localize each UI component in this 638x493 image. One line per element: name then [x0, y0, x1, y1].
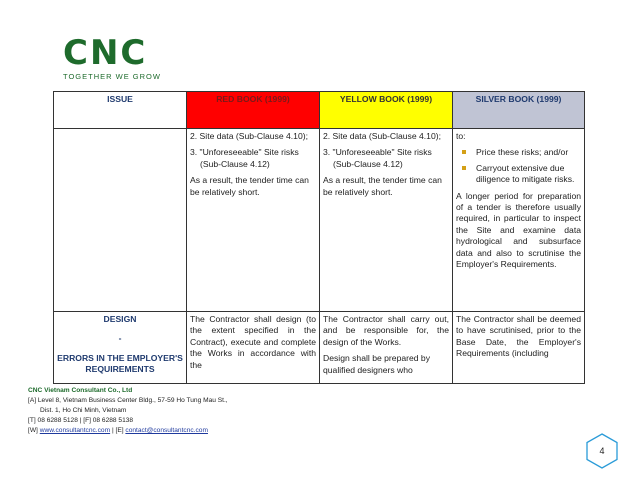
silver-book-cell: [453, 129, 585, 312]
cell-text: The Contractor shall carry out, and be responsible for, the design of the Works.: [323, 314, 449, 347]
footer-address-line: Dist. 1, Ho Chi Minh, Vietnam: [40, 407, 127, 414]
header-silver-book: SILVER BOOK (1999): [453, 92, 585, 129]
issue-title: DESIGN: [103, 314, 137, 324]
list-item: 3. "Unforeseeable" Site risks (Sub-Clause 4.12): [190, 147, 299, 169]
footer-phone: [T] 08 6288 5128 | [F] 08 6288 5138: [28, 417, 134, 424]
red-book-cell: The Contractor shall design (to the extent specified in the Contract), execute and complete the Works in accordance with the: [187, 312, 320, 384]
bullet-list: [456, 147, 581, 185]
list-item: Carryout extensive due diligence to mitigate risks.: [456, 163, 581, 186]
hexagon-icon: [583, 432, 621, 470]
table-row: [54, 129, 585, 312]
footer-company: CNC Vietnam Consultant Co., Ltd: [28, 387, 133, 394]
issue-cell-empty: [54, 129, 187, 312]
cell-text: As a result, the tender time can be relatively short.: [323, 175, 442, 197]
cell-text: to:: [456, 131, 466, 141]
issue-dash: -: [118, 333, 122, 344]
issue-cell-design: [54, 312, 187, 384]
comparison-table: [53, 91, 585, 384]
yellow-book-cell: [320, 312, 453, 384]
logo-tagline: TOGETHER WE GROW: [63, 72, 161, 81]
company-logo: [63, 33, 161, 81]
page-footer: [28, 386, 228, 436]
issue-subtitle: ERRORS IN THE EMPLOYER'S REQUIREMENTS: [57, 352, 183, 375]
bullet-square-icon: [462, 166, 466, 170]
table-header-row: [54, 92, 585, 129]
header-issue: ISSUE: [54, 92, 187, 129]
footer-web-prefix: [W]: [28, 427, 38, 434]
table-row: [54, 312, 585, 384]
cell-text: A longer period for preparation of a tender is therefore usually required, in particular to inspect the Site and examine data hydrological and subsurface data and also to scrutinise the Employer's Requirements.: [456, 190, 581, 270]
list-item: 2. Site data (Sub-Clause 4.10);: [190, 131, 308, 141]
red-book-cell: [187, 129, 320, 312]
header-red-book: RED BOOK (1999): [187, 92, 320, 129]
cell-text: Design shall be prepared by qualified designers who: [323, 353, 431, 375]
header-yellow-book: YELLOW BOOK (1999): [320, 92, 453, 129]
footer-address-line: [A] Level 8, Vietnam Business Center Bldg., 57-59 Ho Tung Mau St.,: [28, 397, 228, 404]
yellow-book-cell: [320, 129, 453, 312]
list-item: 2. Site data (Sub-Clause 4.10);: [323, 131, 441, 141]
silver-book-cell: The Contractor shall be deemed to have scrutinised, prior to the Base Date, the Employer's Requirements (including: [453, 312, 585, 384]
cell-text: As a result, the tender time can be relatively short.: [190, 175, 309, 197]
logo-wordmark: CNC: [63, 33, 148, 73]
website-link[interactable]: www.consultantcnc.com: [39, 427, 111, 434]
list-item: 3. "Unforeseeable" Site risks (Sub-Clause 4.12): [323, 147, 432, 169]
footer-email-sep: | [E]: [111, 427, 124, 434]
page-number: 4: [599, 446, 605, 456]
bullet-square-icon: [462, 150, 466, 154]
footer-web-line: [28, 426, 228, 436]
list-item: Price these risks; and/or: [456, 147, 581, 158]
page-number-badge: [583, 432, 621, 470]
email-link[interactable]: contact@consultantcnc.com: [125, 427, 208, 434]
